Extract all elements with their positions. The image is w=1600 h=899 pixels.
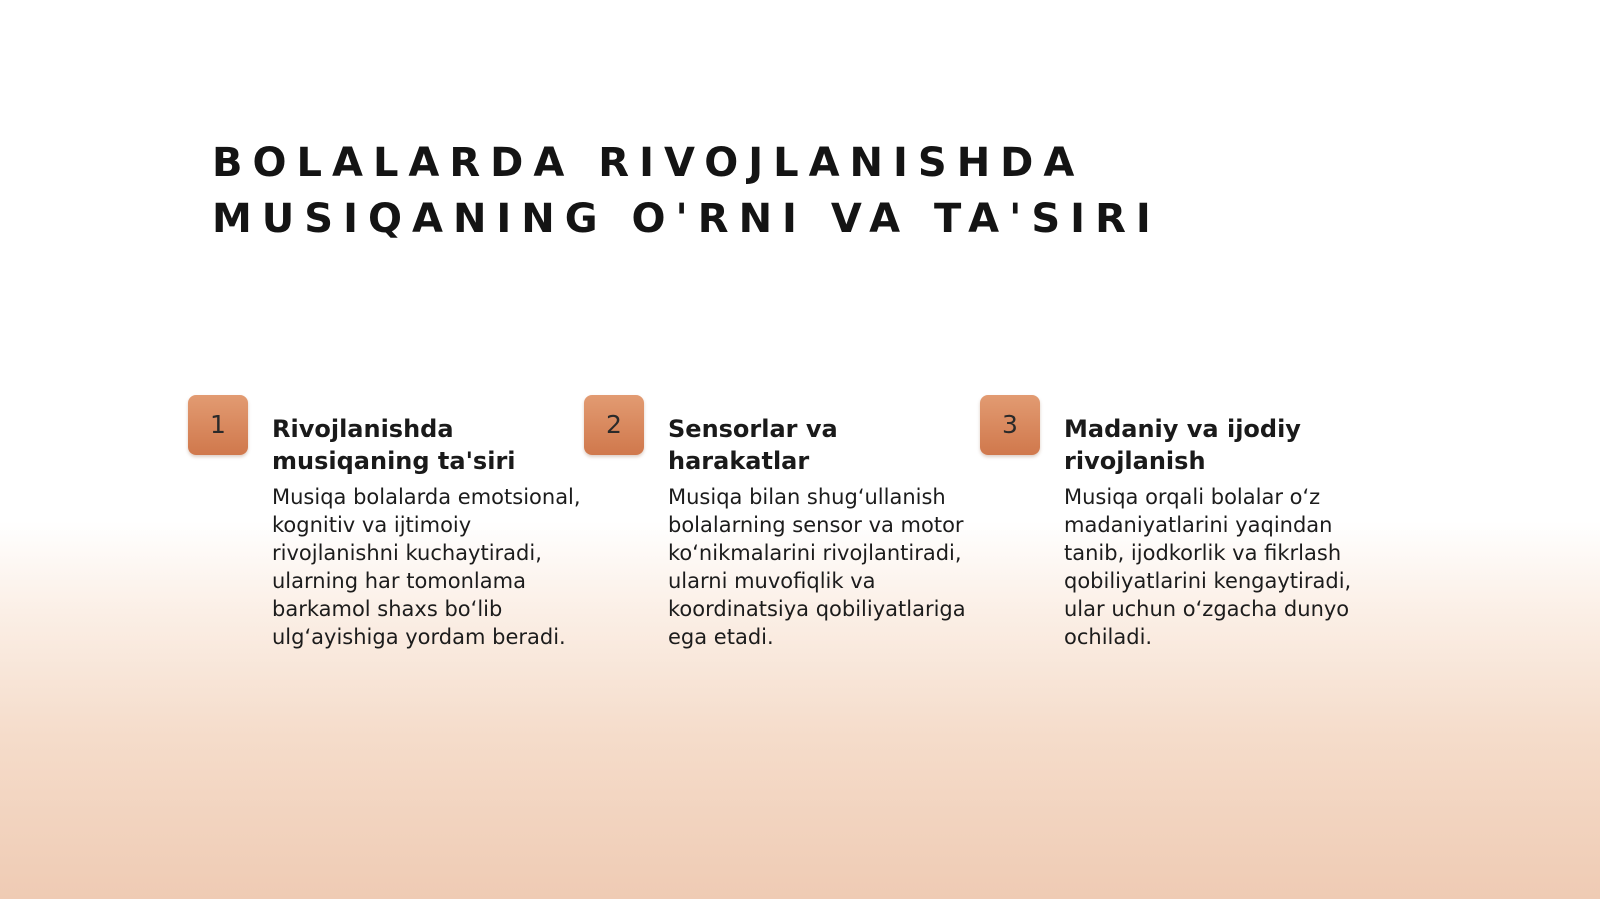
- slide-title: [212, 135, 1412, 247]
- number-badge-3: 3: [980, 395, 1040, 455]
- point-card-1: [188, 395, 581, 665]
- point-card-2: [584, 395, 964, 665]
- slide-title-line-1: BOLALARDA RIVOJLANISHDA: [212, 140, 1085, 186]
- point-heading-3: Madaniy va ijodiy rivojlanish: [1064, 415, 1301, 475]
- point-text-2: Musiqa bilan shug‘ullanish bolalarning sensor va motor ko‘nikmalarini rivojlantiradi, ularni muvofiqlik va koordinatsiya qobiliyatlariga ega etadi.: [668, 485, 966, 649]
- point-heading-1: Rivojlanishda musiqaning ta'siri: [272, 415, 516, 475]
- point-text-1: Musiqa bolalarda emotsional, kognitiv va ijtimoiy rivojlanishni kuchaytiradi, ularning har tomonlama barkamol shaxs bo‘lib ulg‘ayishiga yordam beradi.: [272, 485, 581, 649]
- point-heading-2: Sensorlar va harakatlar: [668, 415, 838, 475]
- slide-title-line-2: MUSIQANING O'RNI VA TA'SIRI: [212, 196, 1161, 242]
- point-card-3: [980, 395, 1360, 665]
- number-badge-1: 1: [188, 395, 248, 455]
- number-badge-2: 2: [584, 395, 644, 455]
- point-text-3: Musiqa orqali bolalar o‘z madaniyatlarini yaqindan tanib, ijodkorlik va fikrlash qobiliyatlarini kengaytiradi, ular uchun o‘zgacha dunyo ochiladi.: [1064, 485, 1352, 649]
